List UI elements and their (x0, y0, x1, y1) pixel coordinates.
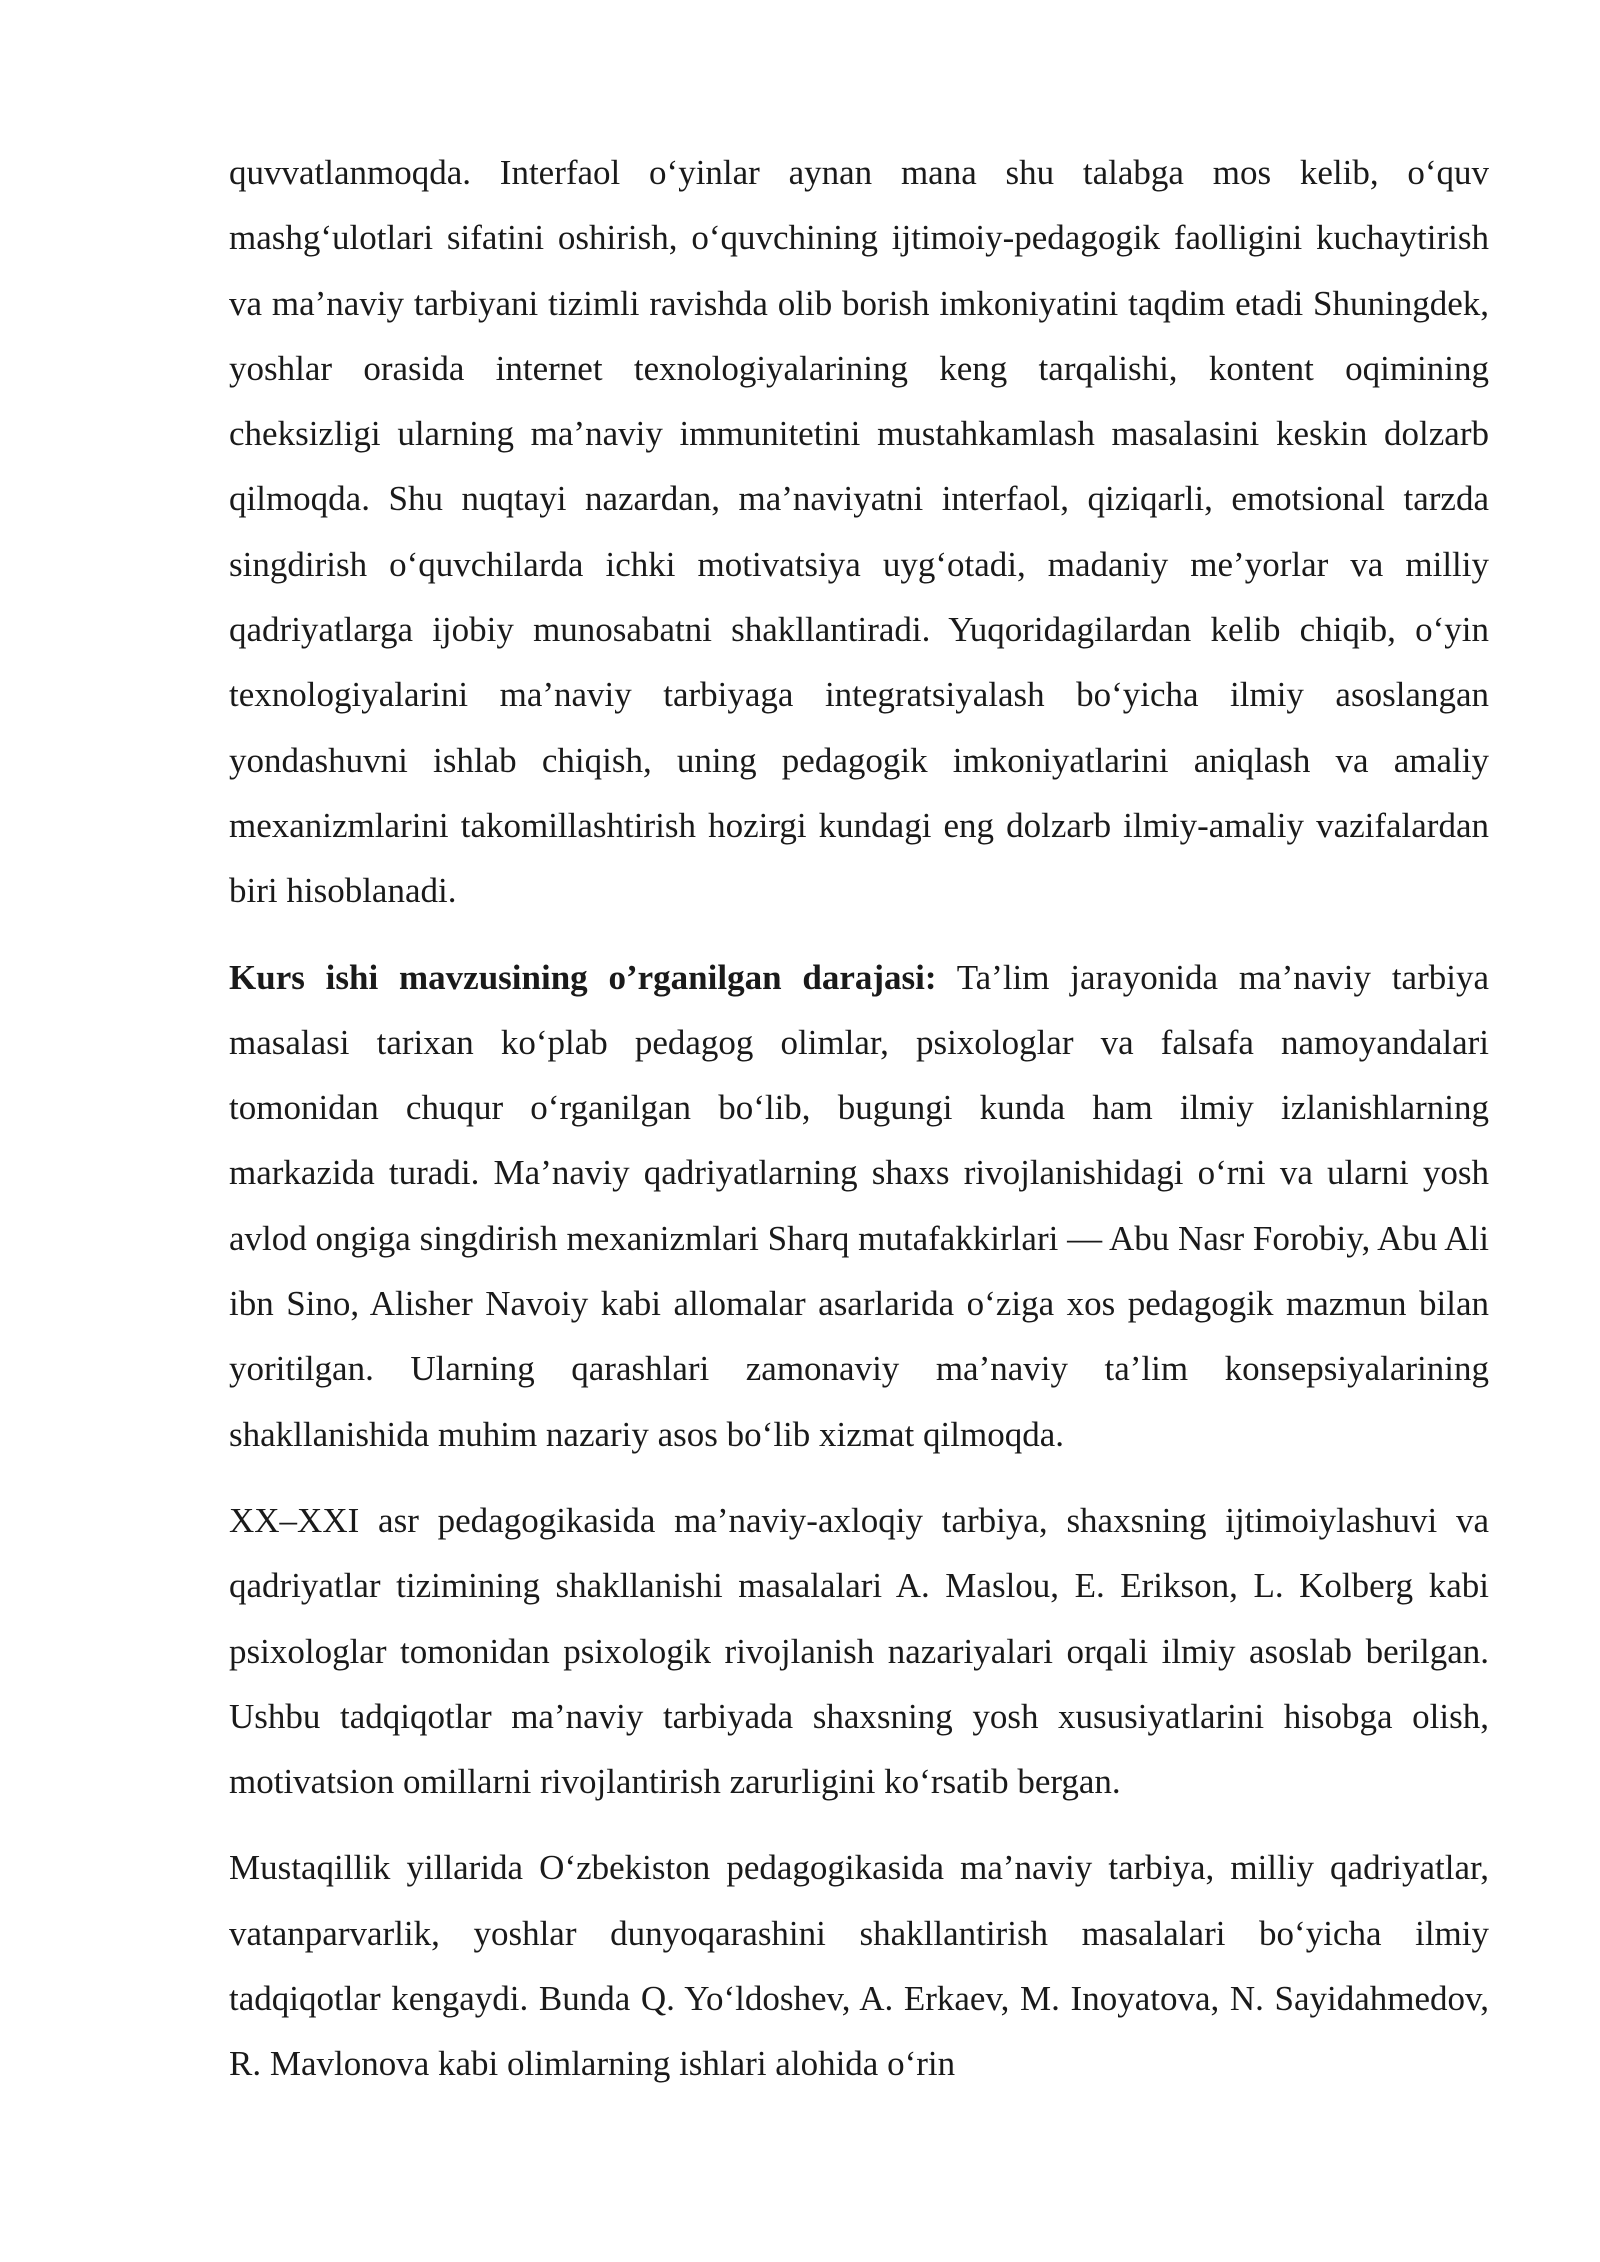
paragraph-20th-century (229, 1488, 1489, 1814)
section-heading: Kurs ishi mavzusining o’rganilgan darajasi: (229, 957, 937, 997)
paragraph-intro (229, 140, 1489, 924)
paragraph-text: quvvatlanmoqda. Interfaol o‘yinlar aynan mana shu talabga mos kelib, o‘quv mashg‘ulotlari sifatini oshirish, o‘quvchining ijtimoiy-pedagogik faolligini kuchaytirish va ma’naviy tarbiyani tizimli ravishda olib borish imkoniyatini taqdim etadi Shuningdek, yoshlar orasida internet texnologiyalarining keng tarqalishi, kontent oqimining cheksizligi ularning ma’naviy immunitetini mustahkamlash masalasini keskin dolzarb qilmoqda. Shu nuqtayi nazardan, ma’naviyatni interfaol, qiziqarli, emotsional tarzda singdirish o‘quvchilarda ichki motivatsiya uyg‘otadi, madaniy me’yorlar va milliy qadriyatlarga ijobiy munosabatni shakllantiradi. Yuqoridagilardan kelib chiqib, o‘yin texnologiyalarini ma’naviy tarbiyaga integratsiyalash bo‘yicha ilmiy asoslangan yondashuvni ishlab chiqish, uning pedagogik imkoniyatlarini aniqlash va amaliy mexanizmlarini takomillashtirish hozirgi kundagi eng dolzarb ilmiy-amaliy vazifalardan biri hisoblanadi. (229, 153, 1489, 911)
paragraph-text: Mustaqillik yillarida O‘zbekiston pedagogikasida ma’naviy tarbiya, milliy qadriyatlar, vatanparvarlik, yoshlar dunyoqarashini shakllantirish masalalari bo‘yicha ilmiy tadqiqotlar kengaydi. Bunda Q. Yo‘ldoshev, A. Erkaev, M. Inoyatova, N. Sayidahmedov, R. Mavlonova kabi olimlarning ishlari alohida o‘rin (229, 1848, 1489, 2084)
paragraph-study-level (229, 945, 1489, 1467)
paragraph-text: XX–XXI asr pedagogikasida ma’naviy-axloqiy tarbiya, shaxsning ijtimoiylashuvi va qadriyatlar tizimining shakllanishi masalalari A. Maslou, E. Erikson, L. Kolberg kabi psixologlar tomonidan psixologik rivojlanish nazariyalari orqali ilmiy asoslab berilgan. Ushbu tadqiqotlar ma’naviy tarbiyada shaxsning yosh xususiyatlarini hisobga olish, motivatsion omillarni rivojlantirish zarurligini ko‘rsatib bergan. (229, 1500, 1489, 1802)
document-page (229, 140, 1489, 2118)
paragraph-independence (229, 1835, 1489, 2096)
paragraph-text: Ta’lim jarayonida ma’naviy tarbiya masalasi tarixan ko‘plab pedagog olimlar, psixologlar va falsafa namoyandalari tomonidan chuqur o‘rganilgan bo‘lib, bugungi kunda ham ilmiy izlanishlarning markazida turadi. Ma’naviy qadriyatlarning shaxs rivojlanishidagi o‘rni va ularni yosh avlod ongiga singdirish mexanizmlari Sharq mutafakkirlari — Abu Nasr Forobiy, Abu Ali ibn Sino, Alisher Navoiy kabi allomalar asarlarida o‘ziga xos pedagogik mazmun bilan yoritilgan. Ularning qarashlari zamonaviy ma’naviy ta’lim konsepsiyalarining shakllanishida muhim nazariy asos bo‘lib xizmat qilmoqda. (229, 957, 1489, 1454)
